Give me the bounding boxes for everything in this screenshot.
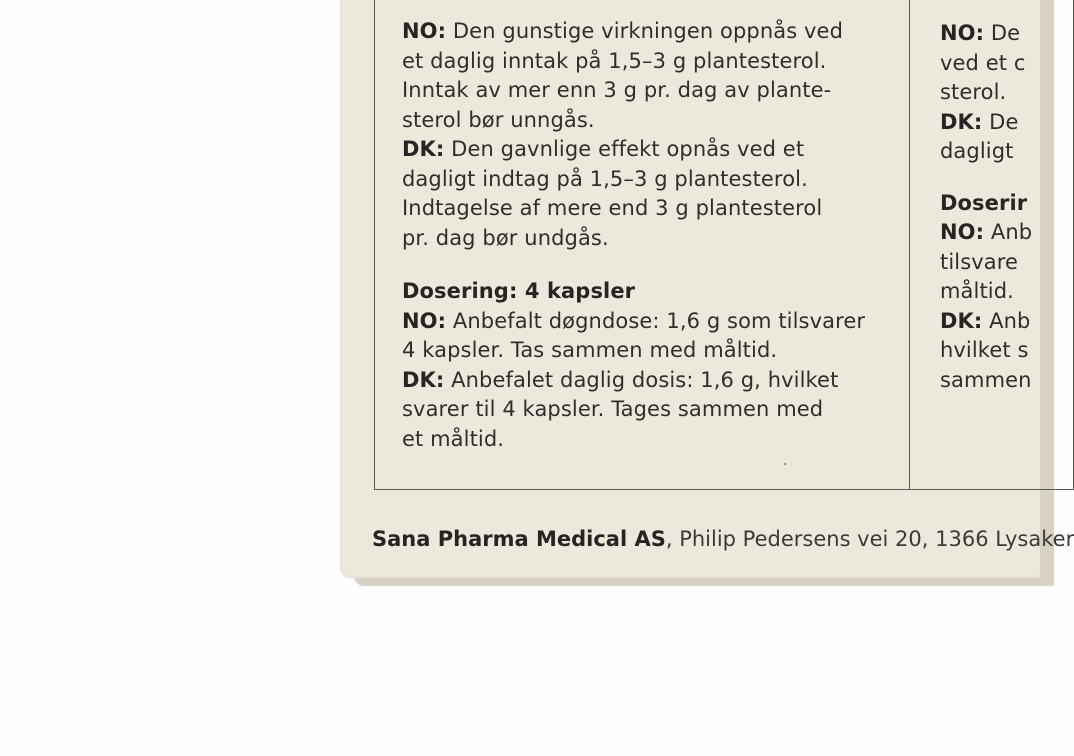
right-line-7: tilsvare: [940, 249, 1019, 274]
dosage-no-line-1: [402, 307, 902, 337]
lang-tag-dk: DK:: [940, 109, 983, 134]
right-line-3: sterol.: [940, 80, 1007, 104]
effect-no-line-2: et daglig inntak på 1,5–3 g plantesterol.: [402, 48, 827, 73]
text: De: [982, 109, 1019, 134]
text: Anbefalet daglig dosis: 1,6 g, hvilket: [444, 367, 839, 392]
text: Anbefalt døgndose: 1,6 g som tilsvarer: [446, 308, 866, 333]
manufacturer-footer: [372, 527, 1074, 551]
text: Anb: [984, 220, 1033, 244]
effect-no-line-3: Inntak av mer enn 3 g pr. dag av plante-: [402, 78, 832, 102]
dosage-dk-line-1: [402, 366, 902, 396]
column-divider: [909, 0, 910, 490]
lang-tag-no: NO:: [402, 19, 447, 43]
lang-tag-dk: DK:: [402, 367, 445, 392]
lang-tag-no: NO:: [940, 220, 985, 244]
right-line-8: måltid.: [940, 279, 1014, 303]
lang-tag-no: NO:: [940, 21, 985, 45]
dosage-no-line-2: 4 kapsler. Tas sammen med måltid.: [402, 338, 778, 362]
lang-tag-dk: DK:: [940, 308, 983, 333]
right-line-6: [940, 218, 1060, 248]
right-info-column-cropped: [940, 19, 1060, 395]
dosage-heading: Dosering: 4 kapsler: [402, 279, 636, 303]
effect-dk-line-3: Indtagelse af mere end 3 g plantesterol: [402, 196, 823, 220]
right-line-2: ved et c: [940, 50, 1026, 75]
right-line-10: hvilket s: [940, 338, 1029, 362]
effect-no-line-4: sterol bør unngås.: [402, 107, 595, 132]
right-line-4: [940, 108, 1060, 138]
right-dosage-heading: Doserir: [940, 190, 1028, 215]
effect-dk-line-1: [402, 135, 902, 165]
lang-tag-no: NO:: [402, 308, 447, 333]
text: Den gunstige virkningen oppnås ved: [446, 19, 844, 43]
print-speck: [784, 463, 786, 465]
right-line-11: sammen: [940, 367, 1032, 392]
text: Anb: [982, 308, 1031, 333]
lang-tag-dk: DK:: [402, 137, 445, 161]
left-info-column: [402, 17, 902, 454]
right-line-1: [940, 19, 1060, 49]
dosage-dk-line-2: svarer til 4 kapsler. Tages sammen med: [402, 397, 824, 421]
effect-dk-line-2: dagligt indtag på 1,5–3 g plantesterol.: [402, 166, 808, 191]
company-name: Sana Pharma Medical AS: [372, 527, 666, 551]
text: Den gavnlige effekt opnås ved et: [444, 137, 805, 161]
effect-dk-line-4: pr. dag bør undgås.: [402, 225, 609, 250]
right-line-5: dagligt: [940, 139, 1014, 163]
company-address: , Philip Pedersens vei 20, 1366 Lysaker: [665, 527, 1074, 551]
right-line-9: [940, 307, 1060, 337]
text: De: [984, 21, 1021, 45]
effect-no-line-1: [402, 17, 902, 47]
dosage-dk-line-3: et måltid.: [402, 426, 505, 451]
